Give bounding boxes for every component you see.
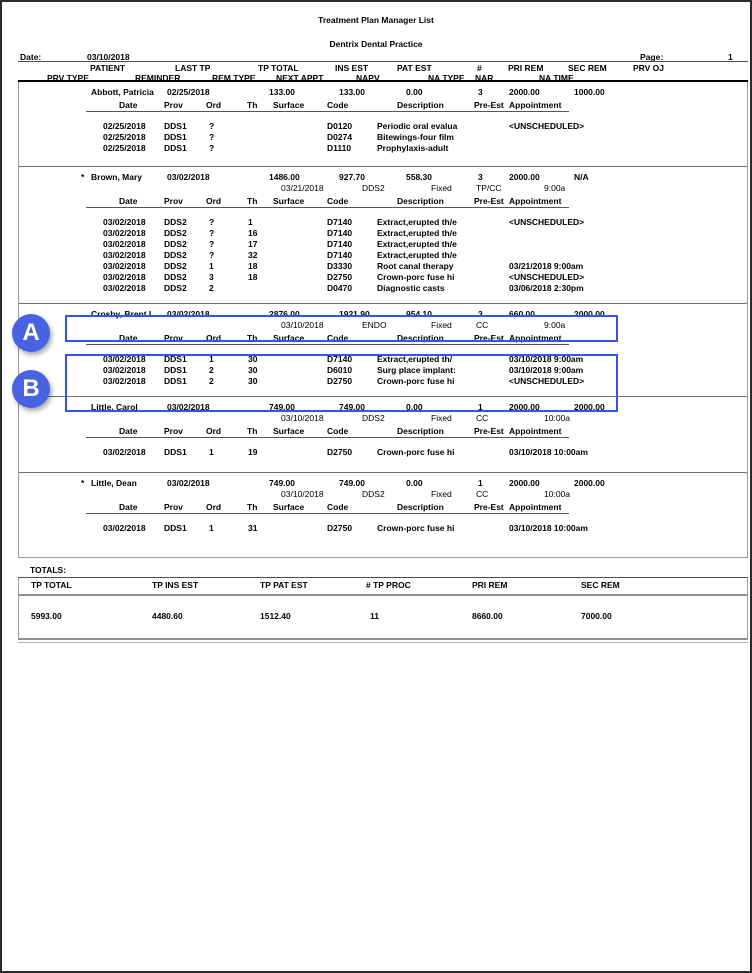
- totals-colhdr-tp-pat-est: TP PAT EST: [260, 580, 308, 590]
- patient-ins-est: 749.00: [339, 478, 365, 488]
- colhdr-prv-type: PRV TYPE: [47, 73, 89, 83]
- patient-pri-rem: 2000.00: [509, 172, 540, 182]
- proc-description: Bitewings-four film: [377, 132, 454, 142]
- proc-th: 19: [248, 447, 258, 457]
- patient-summary-row: [19, 172, 747, 183]
- proc-code: D2750: [327, 523, 353, 533]
- patient-next-appt: 03/10/2018: [281, 413, 324, 423]
- proc-prov: DDS2: [164, 283, 187, 293]
- practice-name: Dentrix Dental Practice: [329, 39, 423, 49]
- procedure-row[interactable]: [19, 239, 747, 250]
- procedure-colhdr-prov: Prov: [164, 196, 183, 206]
- proc-code: D0274: [327, 132, 353, 142]
- proc-prov: DDS1: [164, 523, 187, 533]
- proc-description: Surg place implant:: [377, 365, 456, 375]
- proc-code: D7140: [327, 228, 353, 238]
- procedure-colhdr-appointment: Appointment: [509, 100, 562, 110]
- totals-value-sec-rem: 7000.00: [581, 611, 612, 621]
- proc-prov: DDS2: [164, 261, 187, 271]
- procedure-colhdr-date: Date: [119, 100, 138, 110]
- proc-code: D0470: [327, 283, 353, 293]
- patient-name: Brown, Mary: [91, 172, 143, 182]
- proc-date: 03/02/2018: [103, 376, 146, 386]
- proc-date: 03/02/2018: [103, 365, 146, 375]
- procedure-row[interactable]: [19, 376, 747, 387]
- date-label: Date:: [20, 52, 42, 62]
- procedure-colhdr-th: Th: [247, 426, 258, 436]
- patient-sec-rem: 2000.00: [574, 402, 605, 412]
- proc-prov: DDS2: [164, 228, 187, 238]
- patient-appointment-row: [19, 413, 747, 424]
- patient-sec-rem: 1000.00: [574, 87, 605, 97]
- procedure-colhdr-code: Code: [327, 426, 349, 436]
- proc-code: D7140: [327, 250, 353, 260]
- proc-ord: 2: [209, 376, 214, 386]
- proc-code: D2750: [327, 447, 353, 457]
- proc-ord: 1: [209, 523, 214, 533]
- proc-th: 32: [248, 250, 258, 260]
- procedure-colhdr-ord: Ord: [206, 100, 222, 110]
- proc-ord: ?: [209, 250, 215, 260]
- proc-code: D2750: [327, 272, 353, 282]
- procedure-colhdr-prov: Prov: [164, 333, 183, 343]
- colhdr-na-type: NA TYPE: [428, 73, 465, 83]
- patient-tp-total: 1486.00: [269, 172, 300, 182]
- proc-prov: DDS2: [164, 250, 187, 260]
- proc-date: 03/02/2018: [103, 447, 146, 457]
- patient-tp-total: 133.00: [269, 87, 295, 97]
- patient-pri-rem: 2000.00: [509, 402, 540, 412]
- procedure-colhdr-date: Date: [119, 502, 138, 512]
- spacer: [19, 458, 747, 472]
- proc-date: 03/02/2018: [103, 261, 146, 271]
- procedure-row[interactable]: [19, 365, 747, 376]
- procedure-row[interactable]: [19, 354, 747, 365]
- patient-nar: CC: [476, 320, 489, 330]
- proc-description: Diagnostic casts: [377, 283, 445, 293]
- proc-date: 03/02/2018: [103, 523, 146, 533]
- procedure-colhdr-surface: Surface: [273, 426, 305, 436]
- proc-description: Crown-porc fuse hi: [377, 523, 455, 533]
- proc-date: 02/25/2018: [103, 143, 146, 153]
- proc-th: 1: [248, 217, 253, 227]
- bottom-divider: [18, 642, 748, 643]
- spacer: [19, 209, 747, 217]
- page-number: 1: [728, 52, 733, 62]
- procedure-colhdr-surface: Surface: [273, 100, 305, 110]
- totals-colhdr-tp-ins-est: TP INS EST: [152, 580, 199, 590]
- procedure-colhdr-appointment: Appointment: [509, 502, 562, 512]
- proc-ord: 1: [209, 261, 214, 271]
- procedure-colhdr-th: Th: [247, 333, 258, 343]
- proc-th: 30: [248, 376, 258, 386]
- proc-date: 03/02/2018: [103, 228, 146, 238]
- totals-colhdr-sec-rem: SEC REM: [581, 580, 620, 590]
- totals-value-tp-ins-est: 4480.60: [152, 611, 183, 621]
- patient-sec-rem: 2000.00: [574, 309, 605, 319]
- proc-appointment: <UNSCHEDULED>: [509, 121, 585, 131]
- proc-th: 18: [248, 272, 258, 282]
- proc-code: D2750: [327, 376, 353, 386]
- patient-last-tp: 03/02/2018: [167, 478, 210, 488]
- patient-na-type: Fixed: [431, 320, 452, 330]
- proc-appointment: 03/06/2018 2:30pm: [509, 283, 584, 293]
- procedure-colhdr-surface: Surface: [273, 502, 305, 512]
- patient-ins-est: 927.70: [339, 172, 365, 182]
- patient-num: 3: [478, 172, 483, 182]
- patient-na-time: 9:00a: [544, 320, 566, 330]
- proc-prov: DDS1: [164, 365, 187, 375]
- procedure-colhdr-date: Date: [119, 333, 138, 343]
- proc-appointment: <UNSCHEDULED>: [509, 272, 585, 282]
- patient-summary-row: [19, 87, 747, 98]
- patient-appointment-row: [19, 320, 747, 331]
- proc-code: D1110: [327, 143, 352, 153]
- procedure-row[interactable]: [19, 121, 747, 132]
- procedure-row[interactable]: [19, 143, 747, 154]
- totals-colhdr-tp-total: TP TOTAL: [31, 580, 72, 590]
- patient-last-tp: 03/02/2018: [167, 172, 210, 182]
- proc-prov: DDS2: [164, 217, 187, 227]
- procedure-colhdr-th: Th: [247, 100, 258, 110]
- patient-na-time: 9:00a: [544, 183, 566, 193]
- procedure-row[interactable]: [19, 523, 747, 534]
- patient-na-time: 10:00a: [544, 489, 570, 499]
- totals-value-tp-pat-est: 1512.40: [260, 611, 291, 621]
- colhdr-num: #: [477, 63, 482, 73]
- patient-ins-est: 133.00: [339, 87, 365, 97]
- proc-description: Extract,erupted th/: [377, 354, 453, 364]
- proc-ord: ?: [209, 239, 215, 249]
- colhdr-next-appt: NEXT APPT: [276, 73, 324, 83]
- colhdr-pri-rem: PRI REM: [508, 63, 544, 73]
- procedure-row[interactable]: [19, 132, 747, 143]
- procedure-header-rule: [86, 513, 569, 514]
- procedure-header-row: [19, 196, 747, 209]
- spacer: [19, 387, 747, 396]
- proc-th: 18: [248, 261, 258, 271]
- totals-values-row: [18, 596, 748, 640]
- patient-pat-est: 558.30: [406, 172, 432, 182]
- procedure-colhdr-pre-est: Pre-Est: [474, 196, 504, 206]
- proc-description: Prophylaxis-adult: [377, 143, 449, 153]
- procedure-colhdr-pre-est: Pre-Est: [474, 502, 504, 512]
- patient-appointment-row: [19, 183, 747, 194]
- patient-num: 1: [478, 478, 483, 488]
- patient-na-type: Fixed: [431, 183, 452, 193]
- proc-description: Crown-porc fuse hi: [377, 272, 455, 282]
- procedure-colhdr-code: Code: [327, 100, 349, 110]
- spacer: [19, 534, 747, 548]
- proc-ord: 1: [209, 354, 214, 364]
- procedure-colhdr-th: Th: [247, 196, 258, 206]
- procedure-colhdr-appointment: Appointment: [509, 426, 562, 436]
- patient-pri-rem: 2000.00: [509, 478, 540, 488]
- patient-name: Little, Carol: [91, 402, 138, 412]
- colhdr-last-tp: LAST TP: [175, 63, 211, 73]
- patient-block[interactable]: [19, 166, 747, 303]
- spacer: [19, 154, 747, 166]
- annotation-badge-b: B: [12, 370, 50, 408]
- procedure-colhdr-appointment: Appointment: [509, 333, 562, 343]
- proc-appointment: 03/10/2018 9:00am: [509, 354, 584, 364]
- proc-code: D7140: [327, 217, 353, 227]
- proc-description: Periodic oral evalua: [377, 121, 458, 131]
- proc-ord: 2: [209, 365, 214, 375]
- proc-description: Crown-porc fuse hi: [377, 376, 455, 386]
- colhdr-nar: NAR: [475, 73, 494, 83]
- patients-table: [18, 82, 748, 558]
- colhdr-napv: NAPV: [356, 73, 380, 83]
- procedure-header-row: [19, 502, 747, 515]
- proc-date: 03/02/2018: [103, 250, 146, 260]
- colhdr-prv-oj: PRV OJ: [633, 63, 665, 73]
- patient-na-time: 10:00a: [544, 413, 570, 423]
- procedure-row[interactable]: [19, 272, 747, 283]
- procedure-colhdr-pre-est: Pre-Est: [474, 426, 504, 436]
- proc-description: Extract,erupted th/e: [377, 228, 457, 238]
- proc-th: 30: [248, 365, 258, 375]
- annotation-badge-a: A: [12, 314, 50, 352]
- procedure-header-rule: [86, 344, 569, 345]
- patient-star: *: [81, 478, 85, 488]
- proc-description: Extract,erupted th/e: [377, 217, 457, 227]
- procedure-colhdr-ord: Ord: [206, 502, 222, 512]
- proc-date: 03/02/2018: [103, 217, 146, 227]
- patient-next-appt: 03/10/2018: [281, 489, 324, 499]
- proc-th: 16: [248, 228, 258, 238]
- procedure-header-row: [19, 426, 747, 439]
- proc-code: D3330: [327, 261, 353, 271]
- totals-colhdr-tp-proc: # TP PROC: [366, 580, 411, 590]
- proc-date: 03/02/2018: [103, 239, 146, 249]
- procedure-colhdr-surface: Surface: [273, 333, 305, 343]
- procedure-colhdr-pre-est: Pre-Est: [474, 333, 504, 343]
- procedure-colhdr-description: Description: [397, 100, 444, 110]
- procedure-colhdr-code: Code: [327, 502, 349, 512]
- proc-description: Root canal therapy: [377, 261, 454, 271]
- patient-num: 1: [478, 402, 483, 412]
- spacer: [19, 294, 747, 303]
- procedure-colhdr-th: Th: [247, 502, 258, 512]
- patient-num: 3: [478, 309, 483, 319]
- patient-pat-est: 0.00: [406, 478, 423, 488]
- patient-tp-total: 749.00: [269, 478, 295, 488]
- proc-prov: DDS1: [164, 376, 187, 386]
- totals-value-tp-proc: 11: [370, 611, 379, 621]
- colhdr-rem-type: REM TYPE: [212, 73, 256, 83]
- patient-napv: DDS2: [362, 183, 385, 193]
- proc-description: Extract,erupted th/e: [377, 250, 457, 260]
- patient-last-tp: 03/02/2018: [167, 309, 210, 319]
- patient-last-tp: 03/02/2018: [167, 402, 210, 412]
- procedure-row[interactable]: [19, 217, 747, 228]
- procedure-row[interactable]: [19, 447, 747, 458]
- proc-description: Extract,erupted th/e: [377, 239, 457, 249]
- patient-tp-total: 749.00: [269, 402, 295, 412]
- proc-code: D0120: [327, 121, 353, 131]
- spacer: [19, 346, 747, 354]
- report-title: Treatment Plan Manager List: [318, 15, 434, 25]
- proc-appointment: <UNSCHEDULED>: [509, 217, 585, 227]
- proc-ord: ?: [209, 132, 215, 142]
- patient-nar: CC: [476, 489, 489, 499]
- patient-nar: CC: [476, 413, 489, 423]
- proc-th: 31: [248, 523, 258, 533]
- colhdr-pat-est: PAT EST: [397, 63, 432, 73]
- colhdr-reminder: REMINDER: [135, 73, 181, 83]
- patient-star: *: [81, 172, 85, 182]
- procedure-header-row: [19, 333, 747, 346]
- proc-prov: DDS2: [164, 272, 187, 282]
- patient-pat-est: 0.00: [406, 87, 423, 97]
- column-header-band: [18, 61, 748, 82]
- patient-tp-total: 2876.00: [269, 309, 300, 319]
- procedure-colhdr-prov: Prov: [164, 100, 183, 110]
- proc-appointment: 03/10/2018 9:00am: [509, 365, 584, 375]
- patient-summary-row: [19, 402, 747, 413]
- colhdr-tp-total: TP TOTAL: [258, 63, 299, 73]
- proc-ord: 3: [209, 272, 214, 282]
- patient-num: 3: [478, 87, 483, 97]
- procedure-colhdr-pre-est: Pre-Est: [474, 100, 504, 110]
- proc-ord: ?: [209, 143, 215, 153]
- proc-ord: ?: [209, 217, 215, 227]
- proc-ord: ?: [209, 228, 215, 238]
- patient-next-appt: 03/10/2018: [281, 320, 324, 330]
- procedure-row[interactable]: [19, 228, 747, 239]
- procedure-colhdr-appointment: Appointment: [509, 196, 562, 206]
- proc-prov: DDS1: [164, 354, 187, 364]
- spacer: [19, 113, 747, 121]
- patient-ins-est: 1921.90: [339, 309, 370, 319]
- proc-ord: 2: [209, 283, 214, 293]
- proc-appointment: <UNSCHEDULED>: [509, 376, 585, 386]
- colhdr-na-time: NA TIME: [539, 73, 574, 83]
- colhdr-sec-rem: SEC REM: [568, 63, 607, 73]
- spacer: [19, 515, 747, 523]
- totals-label: TOTALS:: [30, 565, 67, 575]
- procedure-colhdr-description: Description: [397, 502, 444, 512]
- patient-appointment-row: [19, 489, 747, 500]
- patient-napv: DDS2: [362, 413, 385, 423]
- proc-prov: DDS1: [164, 447, 187, 457]
- procedure-row[interactable]: [19, 250, 747, 261]
- patient-next-appt: 03/21/2018: [281, 183, 324, 193]
- patient-block[interactable]: [19, 303, 747, 396]
- patient-name: Abbott, Patricia: [91, 87, 154, 97]
- date-value: 03/10/2018: [87, 52, 130, 62]
- patient-name: Little, Dean: [91, 478, 137, 488]
- procedure-colhdr-prov: Prov: [164, 502, 183, 512]
- patient-na-type: Fixed: [431, 489, 452, 499]
- patient-napv: DDS2: [362, 489, 385, 499]
- totals-value-tp-total: 5993.00: [31, 611, 62, 621]
- proc-th: 30: [248, 354, 258, 364]
- procedure-colhdr-description: Description: [397, 426, 444, 436]
- proc-code: D7140: [327, 239, 353, 249]
- proc-appointment: 03/10/2018 10:00am: [509, 447, 588, 457]
- proc-prov: DDS1: [164, 121, 187, 131]
- proc-appointment: 03/21/2018 9:00am: [509, 261, 584, 271]
- proc-ord: ?: [209, 121, 215, 131]
- proc-prov: DDS1: [164, 143, 187, 153]
- procedure-row[interactable]: [19, 261, 747, 272]
- proc-prov: DDS2: [164, 239, 187, 249]
- proc-date: 03/02/2018: [103, 283, 146, 293]
- totals-header-row: [18, 577, 748, 596]
- patient-summary-row: [19, 478, 747, 489]
- totals-colhdr-pri-rem: PRI REM: [472, 580, 508, 590]
- procedure-colhdr-date: Date: [119, 196, 138, 206]
- patient-nar: TP/CC: [476, 183, 502, 193]
- proc-date: 03/02/2018: [103, 354, 146, 364]
- procedure-colhdr-code: Code: [327, 196, 349, 206]
- patient-block[interactable]: [19, 87, 747, 166]
- patient-napv: ENDO: [362, 320, 387, 330]
- procedure-colhdr-ord: Ord: [206, 426, 222, 436]
- proc-ord: 1: [209, 447, 214, 457]
- patient-pat-est: 0.00: [406, 402, 423, 412]
- procedure-header-row: [19, 100, 747, 113]
- colhdr-patient: PATIENT: [90, 63, 126, 73]
- patient-pri-rem: 660.00: [509, 309, 535, 319]
- procedure-colhdr-code: Code: [327, 333, 349, 343]
- page-label: Page:: [640, 52, 664, 62]
- patient-pat-est: 954.10: [406, 309, 432, 319]
- spacer: [19, 439, 747, 447]
- procedure-colhdr-description: Description: [397, 333, 444, 343]
- procedure-colhdr-ord: Ord: [206, 333, 222, 343]
- totals-value-pri-rem: 8660.00: [472, 611, 503, 621]
- proc-date: 02/25/2018: [103, 121, 146, 131]
- patient-block[interactable]: [19, 472, 747, 548]
- proc-code: D7140: [327, 354, 353, 364]
- patient-pri-rem: 2000.00: [509, 87, 540, 97]
- procedure-header-rule: [86, 207, 569, 208]
- proc-description: Crown-porc fuse hi: [377, 447, 455, 457]
- patient-block[interactable]: [19, 396, 747, 472]
- procedure-header-rule: [86, 437, 569, 438]
- patient-last-tp: 02/25/2018: [167, 87, 210, 97]
- procedure-header-rule: [86, 111, 569, 112]
- procedure-colhdr-ord: Ord: [206, 196, 222, 206]
- procedure-colhdr-prov: Prov: [164, 426, 183, 436]
- patient-summary-row: [19, 309, 747, 320]
- patient-sec-rem: N/A: [574, 172, 589, 182]
- patient-sec-rem: 2000.00: [574, 478, 605, 488]
- proc-date: 02/25/2018: [103, 132, 146, 142]
- proc-th: 17: [248, 239, 258, 249]
- proc-appointment: 03/10/2018 10:00am: [509, 523, 588, 533]
- patient-ins-est: 749.00: [339, 402, 365, 412]
- patient-na-type: Fixed: [431, 413, 452, 423]
- procedure-colhdr-date: Date: [119, 426, 138, 436]
- proc-prov: DDS1: [164, 132, 187, 142]
- procedure-colhdr-description: Description: [397, 196, 444, 206]
- patient-name: Crosby, Brent L: [91, 309, 155, 319]
- proc-date: 03/02/2018: [103, 272, 146, 282]
- procedure-colhdr-surface: Surface: [273, 196, 305, 206]
- colhdr-ins-est: INS EST: [335, 63, 369, 73]
- proc-code: D6010: [327, 365, 353, 375]
- procedure-row[interactable]: [19, 283, 747, 294]
